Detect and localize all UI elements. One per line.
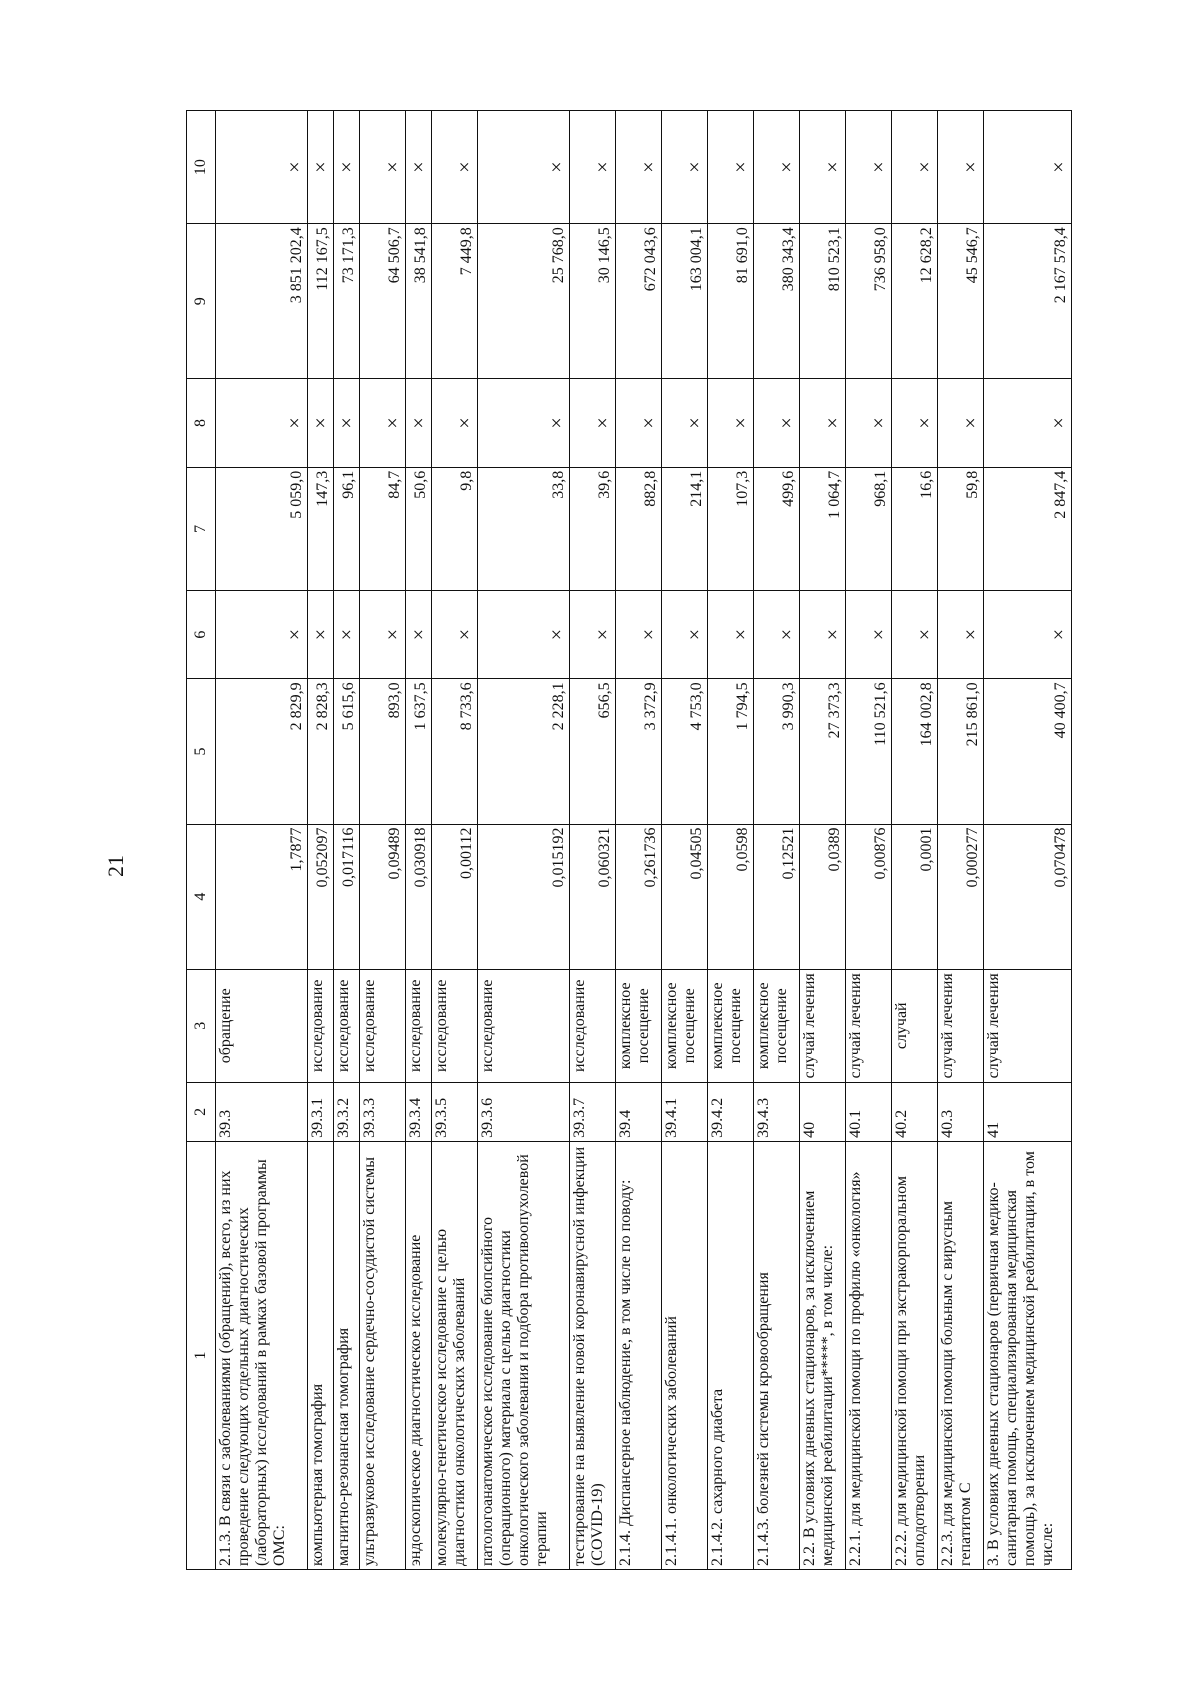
- row-code-cell: 40.3: [938, 1082, 984, 1141]
- row-col7-cell: 499,6: [754, 467, 800, 590]
- row-col8-cell: ×: [938, 379, 984, 468]
- row-unit-cell: комплексное посещение: [662, 969, 708, 1082]
- row-col5-cell: 893,0: [360, 679, 406, 824]
- row-code-cell: 39.3.4: [406, 1082, 432, 1141]
- row-col9-cell: 163 004,1: [662, 224, 708, 379]
- row-col8-cell: ×: [216, 379, 308, 468]
- row-col4-cell: 0,052097: [308, 824, 334, 969]
- row-col8-cell: ×: [432, 379, 478, 468]
- row-col9-cell: 45 546,7: [938, 224, 984, 379]
- row-col4-cell: 0,000277: [938, 824, 984, 969]
- col-header-10: 10: [187, 111, 216, 224]
- row-col4-cell: 0,017116: [334, 824, 360, 969]
- row-col8-cell: ×: [334, 379, 360, 468]
- row-col7-cell: 59,8: [938, 467, 984, 590]
- row-name-cell: 2.2. В условиях дневных стационаров, за исключением медицинской реабилитации*****, в том числе:: [800, 1141, 846, 1569]
- row-col5-cell: 40 400,7: [984, 679, 1072, 824]
- row-col6-cell: ×: [360, 590, 406, 679]
- row-unit-cell: комплексное посещение: [754, 969, 800, 1082]
- col-header-1: 1: [187, 1141, 216, 1569]
- row-name-cell: 2.1.4.3. болезней системы кровообращения: [754, 1141, 800, 1569]
- row-name-cell: 2.1.4.1. онкологических заболеваний: [662, 1141, 708, 1569]
- row-col7-cell: 39,6: [570, 467, 616, 590]
- table-row: [984, 111, 1072, 1570]
- row-code-cell: 39.4.3: [754, 1082, 800, 1141]
- page-number: 21: [103, 855, 128, 877]
- row-col6-cell: ×: [616, 590, 662, 679]
- row-col4-cell: 0,00112: [432, 824, 478, 969]
- row-col9-cell: 64 506,7: [360, 224, 406, 379]
- row-name-cell: молекулярно-генетическое исследование с целью диагностики онкологических заболеваний: [432, 1141, 478, 1569]
- col-header-9: 9: [187, 224, 216, 379]
- row-col10-cell: ×: [984, 111, 1072, 224]
- row-col5-cell: 110 521,6: [846, 679, 892, 824]
- row-col4-cell: 0,030918: [406, 824, 432, 969]
- row-col9-cell: 7 449,8: [432, 224, 478, 379]
- row-col9-cell: 736 958,0: [846, 224, 892, 379]
- row-col10-cell: ×: [570, 111, 616, 224]
- row-col6-cell: ×: [984, 590, 1072, 679]
- row-code-cell: 39.3.2: [334, 1082, 360, 1141]
- row-col5-cell: 27 373,3: [800, 679, 846, 824]
- row-col9-cell: 810 523,1: [800, 224, 846, 379]
- table-row: [360, 111, 406, 1570]
- row-unit-cell: случай: [892, 969, 938, 1082]
- col-header-2: 2: [187, 1082, 216, 1141]
- row-col10-cell: ×: [216, 111, 308, 224]
- row-col8-cell: ×: [308, 379, 334, 468]
- col-header-4: 4: [187, 824, 216, 969]
- row-col10-cell: ×: [616, 111, 662, 224]
- row-unit-cell: исследование: [406, 969, 432, 1082]
- row-col8-cell: ×: [616, 379, 662, 468]
- row-col7-cell: 107,3: [708, 467, 754, 590]
- row-col6-cell: ×: [846, 590, 892, 679]
- row-unit-cell: комплексное посещение: [616, 969, 662, 1082]
- row-col10-cell: ×: [360, 111, 406, 224]
- row-col9-cell: 30 146,5: [570, 224, 616, 379]
- row-col6-cell: ×: [800, 590, 846, 679]
- row-col8-cell: ×: [406, 379, 432, 468]
- row-col7-cell: 9,8: [432, 467, 478, 590]
- row-name-cell: 2.1.3. В связи с заболеваниями (обращений), всего, из них проведение следующих отдельных диагностических (лабораторных) исследований в рамках базовой программы ОМС:: [216, 1141, 308, 1569]
- row-col8-cell: ×: [662, 379, 708, 468]
- row-col5-cell: 656,5: [570, 679, 616, 824]
- table-row: [308, 111, 334, 1570]
- row-col4-cell: 0,261736: [616, 824, 662, 969]
- row-name-cell: 3. В условиях дневных стационаров (первичная медико-санитарная помощь, специализированная медицинская помощь), за исключением медицинской реабилитации, в том числе:: [984, 1141, 1072, 1569]
- row-col7-cell: 2 847,4: [984, 467, 1072, 590]
- table-row: [800, 111, 846, 1570]
- row-unit-cell: исследование: [432, 969, 478, 1082]
- row-col4-cell: 1,7877: [216, 824, 308, 969]
- row-name-cell: эндоскопическое диагностическое исследование: [406, 1141, 432, 1569]
- table-row: [216, 111, 308, 1570]
- row-col8-cell: ×: [846, 379, 892, 468]
- row-col9-cell: 2 167 578,4: [984, 224, 1072, 379]
- table-row: [846, 111, 892, 1570]
- row-col4-cell: 0,00876: [846, 824, 892, 969]
- row-col4-cell: 0,12521: [754, 824, 800, 969]
- row-col10-cell: ×: [800, 111, 846, 224]
- row-col5-cell: 3 372,9: [616, 679, 662, 824]
- row-col7-cell: 96,1: [334, 467, 360, 590]
- row-col9-cell: 38 541,8: [406, 224, 432, 379]
- table-row: [708, 111, 754, 1570]
- rotated-table-container: [186, 110, 1070, 1570]
- table-row: [616, 111, 662, 1570]
- row-code-cell: 39.4.2: [708, 1082, 754, 1141]
- table-row: [570, 111, 616, 1570]
- table-row: [334, 111, 360, 1570]
- row-col8-cell: ×: [754, 379, 800, 468]
- row-col6-cell: ×: [216, 590, 308, 679]
- row-col10-cell: ×: [406, 111, 432, 224]
- table-body: [216, 111, 1072, 1570]
- row-unit-cell: исследование: [360, 969, 406, 1082]
- row-code-cell: 39.3.6: [478, 1082, 570, 1141]
- row-code-cell: 40.2: [892, 1082, 938, 1141]
- row-unit-cell: исследование: [478, 969, 570, 1082]
- row-col4-cell: 0,0598: [708, 824, 754, 969]
- row-unit-cell: исследование: [570, 969, 616, 1082]
- row-unit-cell: случай лечения: [938, 969, 984, 1082]
- row-col4-cell: 0,060321: [570, 824, 616, 969]
- row-col9-cell: 12 628,2: [892, 224, 938, 379]
- row-col6-cell: ×: [662, 590, 708, 679]
- col-header-5: 5: [187, 679, 216, 824]
- row-code-cell: 39.3: [216, 1082, 308, 1141]
- row-name-cell: 2.2.2. для медицинской помощи при экстракорпоральном оплодотворении: [892, 1141, 938, 1569]
- row-col8-cell: ×: [360, 379, 406, 468]
- row-unit-cell: обращение: [216, 969, 308, 1082]
- table-row: [662, 111, 708, 1570]
- row-col6-cell: ×: [406, 590, 432, 679]
- row-col5-cell: 164 002,8: [892, 679, 938, 824]
- row-code-cell: 39.4.1: [662, 1082, 708, 1141]
- row-code-cell: 40.1: [846, 1082, 892, 1141]
- row-col5-cell: 8 733,6: [432, 679, 478, 824]
- row-col7-cell: 5 059,0: [216, 467, 308, 590]
- row-code-cell: 39.3.5: [432, 1082, 478, 1141]
- row-col7-cell: 882,8: [616, 467, 662, 590]
- data-table: [186, 110, 1072, 1570]
- row-col10-cell: ×: [708, 111, 754, 224]
- row-col10-cell: ×: [432, 111, 478, 224]
- row-col8-cell: ×: [800, 379, 846, 468]
- row-col9-cell: 112 167,5: [308, 224, 334, 379]
- table-row: [478, 111, 570, 1570]
- row-name-cell: 2.2.3. для медицинской помощи больным с вирусным гепатитом С: [938, 1141, 984, 1569]
- row-col7-cell: 968,1: [846, 467, 892, 590]
- row-col6-cell: ×: [308, 590, 334, 679]
- row-name-cell: тестирование на выявление новой коронавирусной инфекции (COVID-19): [570, 1141, 616, 1569]
- row-name-cell: 2.1.4.2. сахарного диабета: [708, 1141, 754, 1569]
- table-row: [406, 111, 432, 1570]
- row-code-cell: 41: [984, 1082, 1072, 1141]
- row-col10-cell: ×: [892, 111, 938, 224]
- row-code-cell: 39.3.7: [570, 1082, 616, 1141]
- row-col7-cell: 147,3: [308, 467, 334, 590]
- row-col7-cell: 50,6: [406, 467, 432, 590]
- row-col8-cell: ×: [984, 379, 1072, 468]
- row-unit-cell: случай лечения: [846, 969, 892, 1082]
- row-name-cell: магнитно-резонансная томография: [334, 1141, 360, 1569]
- row-col5-cell: 3 990,3: [754, 679, 800, 824]
- row-code-cell: 39.3.1: [308, 1082, 334, 1141]
- row-col5-cell: 1 637,5: [406, 679, 432, 824]
- row-unit-cell: исследование: [308, 969, 334, 1082]
- row-unit-cell: случай лечения: [800, 969, 846, 1082]
- col-header-8: 8: [187, 379, 216, 468]
- row-col5-cell: 215 861,0: [938, 679, 984, 824]
- row-col9-cell: 380 343,4: [754, 224, 800, 379]
- row-col6-cell: ×: [892, 590, 938, 679]
- row-col9-cell: 672 043,6: [616, 224, 662, 379]
- col-header-7: 7: [187, 467, 216, 590]
- row-name-cell: 2.2.1. для медицинской помощи по профилю «онкология»: [846, 1141, 892, 1569]
- row-col8-cell: ×: [708, 379, 754, 468]
- row-col5-cell: 1 794,5: [708, 679, 754, 824]
- row-col6-cell: ×: [334, 590, 360, 679]
- row-name-cell: патологоанатомическое исследование биопсийного (операционного) материала с целью диагностики онкологического заболевания и подбора противоопухолевой терапии: [478, 1141, 570, 1569]
- row-code-cell: 40: [800, 1082, 846, 1141]
- row-col10-cell: ×: [308, 111, 334, 224]
- row-col10-cell: ×: [334, 111, 360, 224]
- row-col7-cell: 84,7: [360, 467, 406, 590]
- row-col9-cell: 73 171,3: [334, 224, 360, 379]
- row-col10-cell: ×: [754, 111, 800, 224]
- row-col8-cell: ×: [892, 379, 938, 468]
- row-col5-cell: 2 828,3: [308, 679, 334, 824]
- row-unit-cell: случай лечения: [984, 969, 1072, 1082]
- table-row: [432, 111, 478, 1570]
- row-col4-cell: 0,0001: [892, 824, 938, 969]
- row-col5-cell: 2 228,1: [478, 679, 570, 824]
- row-col10-cell: ×: [846, 111, 892, 224]
- row-col5-cell: 2 829,9: [216, 679, 308, 824]
- table-row: [754, 111, 800, 1570]
- row-code-cell: 39.4: [616, 1082, 662, 1141]
- col-header-6: 6: [187, 590, 216, 679]
- row-col6-cell: ×: [708, 590, 754, 679]
- row-col10-cell: ×: [478, 111, 570, 224]
- row-col7-cell: 16,6: [892, 467, 938, 590]
- row-col6-cell: ×: [754, 590, 800, 679]
- row-col4-cell: 0,0389: [800, 824, 846, 969]
- row-name-cell: компьютерная томография: [308, 1141, 334, 1569]
- row-col4-cell: 0,04505: [662, 824, 708, 969]
- row-col4-cell: 0,015192: [478, 824, 570, 969]
- row-col6-cell: ×: [478, 590, 570, 679]
- row-col9-cell: 25 768,0: [478, 224, 570, 379]
- row-col8-cell: ×: [478, 379, 570, 468]
- row-code-cell: 39.3.3: [360, 1082, 406, 1141]
- row-name-cell: 2.1.4. Диспансерное наблюдение, в том числе по поводу:: [616, 1141, 662, 1569]
- row-unit-cell: исследование: [334, 969, 360, 1082]
- table-row: [938, 111, 984, 1570]
- header-row: [187, 111, 216, 1570]
- row-col10-cell: ×: [662, 111, 708, 224]
- row-col9-cell: 81 691,0: [708, 224, 754, 379]
- row-col6-cell: ×: [432, 590, 478, 679]
- table-row: [892, 111, 938, 1570]
- row-col6-cell: ×: [570, 590, 616, 679]
- row-col8-cell: ×: [570, 379, 616, 468]
- row-col4-cell: 0,070478: [984, 824, 1072, 969]
- row-name-cell: ультразвуковое исследование сердечно-сосудистой системы: [360, 1141, 406, 1569]
- row-unit-cell: комплексное посещение: [708, 969, 754, 1082]
- row-col10-cell: ×: [938, 111, 984, 224]
- row-col5-cell: 4 753,0: [662, 679, 708, 824]
- row-col7-cell: 214,1: [662, 467, 708, 590]
- row-col9-cell: 3 851 202,4: [216, 224, 308, 379]
- row-col7-cell: 33,8: [478, 467, 570, 590]
- row-col4-cell: 0,09489: [360, 824, 406, 969]
- col-header-3: 3: [187, 969, 216, 1082]
- row-col6-cell: ×: [938, 590, 984, 679]
- row-col5-cell: 5 615,6: [334, 679, 360, 824]
- row-col7-cell: 1 064,7: [800, 467, 846, 590]
